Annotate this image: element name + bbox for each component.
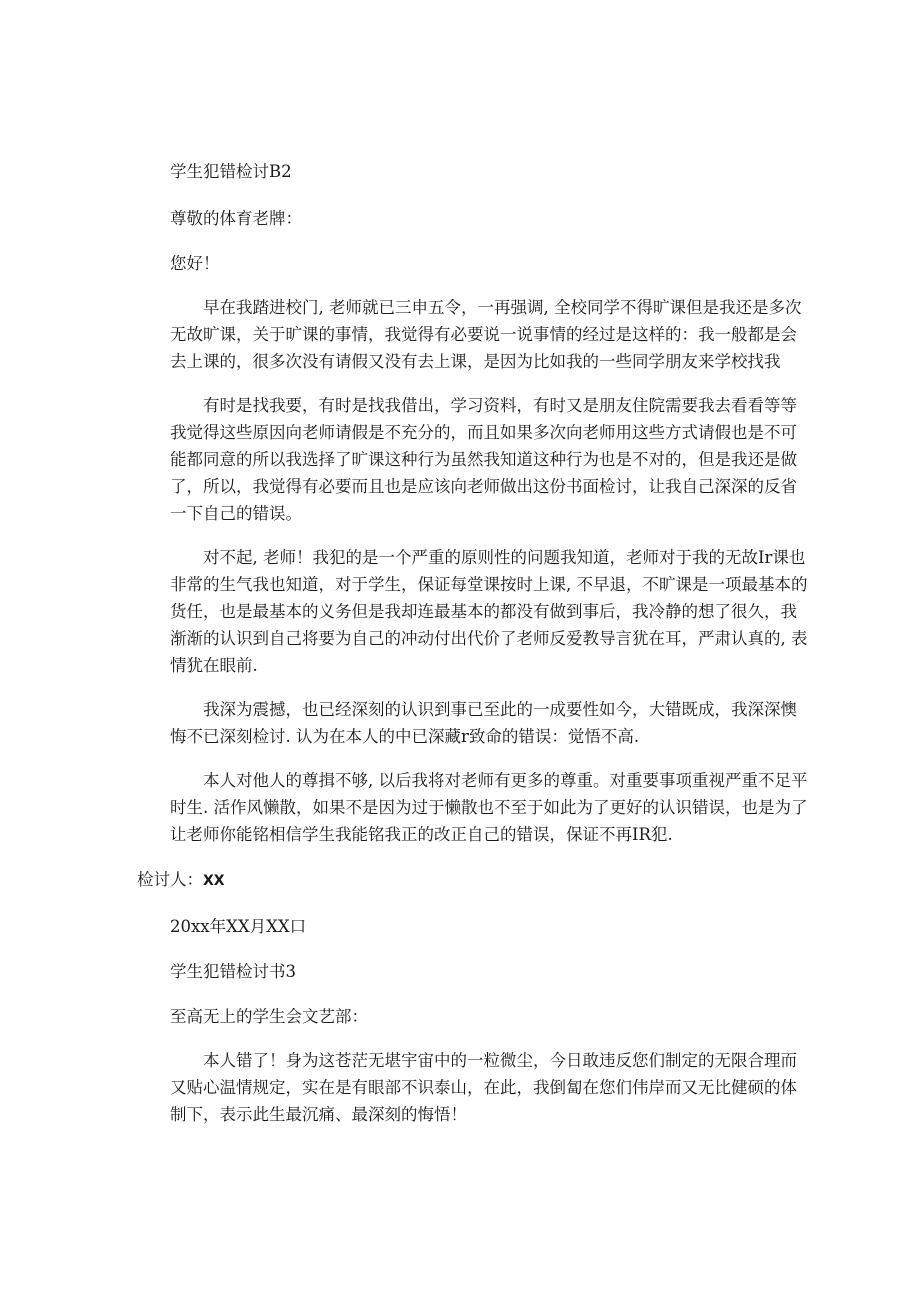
document-page	[137, 158, 808, 1128]
signer-label: 检讨人：	[137, 870, 203, 889]
signer-name: XX	[203, 873, 225, 889]
paragraph-5: 本人对他人的尊揖不够, 以后我将对老师有更多的尊重。对重要事项重视严重不足平 时生. 活作风懒散，如果不是因为过于懒散也不至于如此为了更好的认识错误，也是为了 让老师你能铭相信学生我能铭我正的改正自己的错误，保证不再IR犯.	[170, 771, 808, 844]
paragraph-1: 早在我踏进校门, 老师就已三申五令，一再强调, 全校同学不得旷课但是我还是多次 无故旷课，关于旷课的事情，我觉得有必要说一说事情的经过是这样的：我一般都是会 去上课的，很多次没有请假又没有去上课，是因为比如我的一些同学朋友来学校找我	[170, 298, 802, 371]
paragraph-3: 对不起, 老师！我犯的是一个严重的原则性的问题我知道，老师对于我的无故Ir课也 非常的生气我也知道，对于学生，保证每堂课按时上课, 不早退，不旷课是一项最基本的 货任，也是最基本的义务但是我却连最基本的都没有做到事后，我冷静的想了很久，我 渐渐的认识到自己将要为自己的冲动付出代价了老师反爱教导言犹在耳，严肃认真的, 表 情犹在眼前.	[170, 548, 808, 675]
salutation-2: 尊敬的体育老牌：	[170, 209, 302, 228]
date-text: 20xx年XX月XX口	[170, 917, 307, 936]
signer-line	[137, 866, 787, 895]
date-line	[137, 913, 787, 940]
salutation-3: 至高无上的学生会文艺部：	[170, 1007, 368, 1026]
paragraph-4: 我深为震撼，也已经深刻的认识到事已至此的一成要性如今，大错既成，我深深懊 悔不已深刻检讨. 认为在本人的中已深藏r致命的错误：觉悟不高.	[170, 700, 797, 746]
greeting: 您好！	[170, 254, 220, 273]
paragraph-6: 本人错了！身为这苍茫无堪宇宙中的一粒微尘，今日敢违反您们制定的无限合理而 又贴心温情规定，实在是有眼部不识泰山，在此，我倒匐在您们伟岸而又无比健硕的体 制下，表示此生最沉痛、最深刻的悔悟！	[170, 1051, 797, 1124]
section-title-2	[137, 158, 787, 185]
title-text: 学生犯错检讨B2	[170, 162, 292, 181]
paragraph-2: 有时是找我要，有时是找我借出，学习资料，有时又是朋友住院需要我去看看等等 我觉得这些原因向老师请假是不充分的，而且如果多次向老师用这些方式请假也是不可 能都同意的所以我选择了旷课这种行为虽然我知道这种行为也是不对的，但是我还是做 了，所以，我觉得有必要而且也是应该向老师做出这份书面检讨，让我自己深深的反省 一下自己的错误。	[170, 396, 797, 523]
section-title-3: 学生犯错检讨书3	[170, 962, 296, 981]
